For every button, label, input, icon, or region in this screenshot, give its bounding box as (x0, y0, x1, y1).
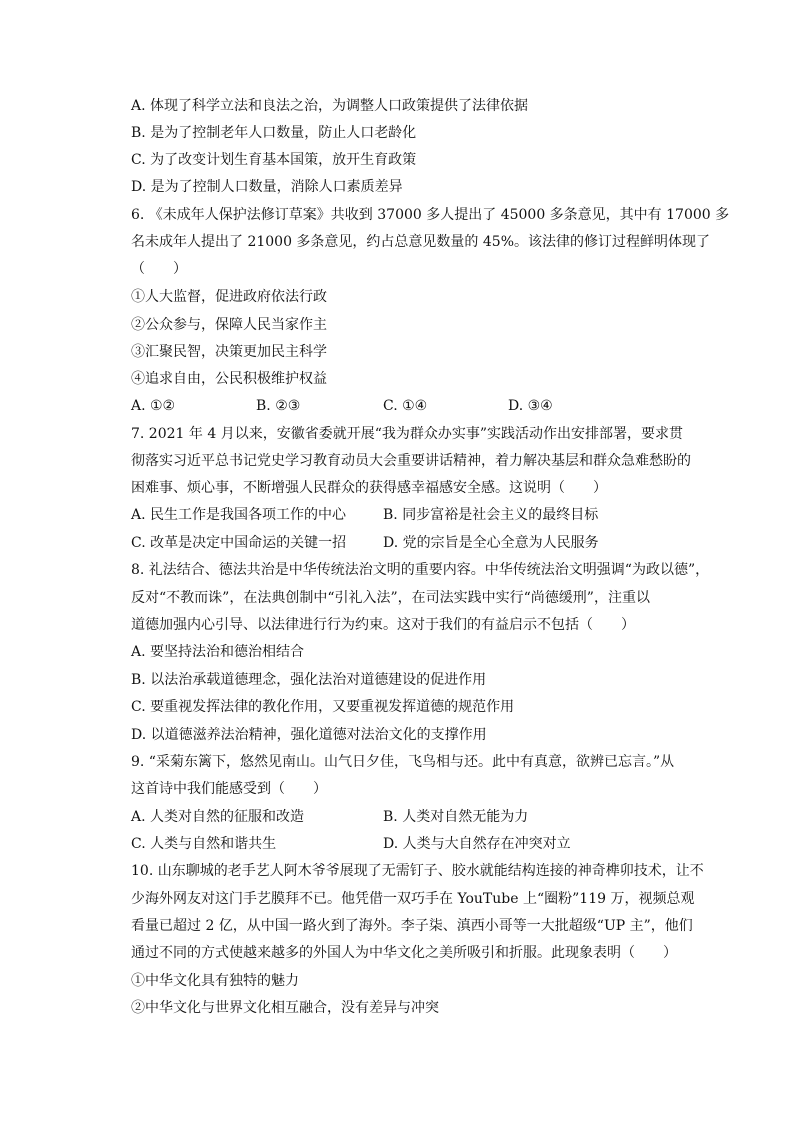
q8-option-c: C. 要重视发挥法律的教化作用，又要重视发挥道德的规范作用 (131, 699, 515, 715)
q8-option-a: A. 要坚持法治和德治相结合 (131, 644, 305, 660)
q7-options-row-1 (131, 506, 691, 524)
q8-stem-line: 8. 礼法结合、德法共治是中华传统法治文明的重要内容。中华传统法治文明强调“为政以德”， (131, 562, 710, 578)
q7-stem-line: 彻落实习近平总书记党史学习教育动员大会重要讲话精神，着力解决基层和群众急难愁盼的 (131, 453, 691, 469)
q10-stem-line: 看量已超过 2 亿，从中国一路火到了海外。李子柒、滇西小哥等一大批超级“UP 主”，他们 (131, 918, 693, 934)
q6-option-c: C. ①④ (383, 398, 428, 414)
q9-options-row-1 (131, 808, 691, 826)
q9-stem-line: 这首诗中我们能感受到（ ） (131, 781, 327, 797)
q7-stem-line: 7. 2021 年 4 月以来，安徽省委就开展“我为群众办实事”实践活动作出安排部署，要求贯 (131, 426, 684, 442)
q6-stem-line: （ ） (131, 261, 187, 277)
q9-option-a: A. 人类对自然的征服和改造 (131, 809, 305, 825)
q6-item: ①人大监督，促进政府依法行政 (131, 289, 327, 305)
q10-stem-line: 10. 山东聊城的老手艺人阿木爷爷展现了无需钉子、胶水就能结构连接的神奇榫卯技术，让不 (131, 863, 704, 879)
q6-item: ②公众参与，保障人民当家作主 (131, 317, 327, 333)
q5-option-a: A. 体现了科学立法和良法之治，为调整人口政策提供了法律依据 (131, 98, 529, 114)
q6-item: ③汇聚民智，决策更加民主科学 (131, 344, 327, 360)
q8-stem-line: 反对“不教而诛”，在法典创制中“引礼入法”，在司法实践中实行“尚德缓刑”，注重以 (131, 590, 650, 606)
q10-stem-line: 通过不同的方式使越来越多的外国人为中华文化之美所吸引和折服。此现象表明（ ） (131, 945, 677, 961)
q6-option-b: B. ②③ (256, 398, 301, 414)
q7-option-a: A. 民生工作是我国各项工作的中心 (131, 507, 347, 523)
q6-stem-line: 6. 《未成年人保护法修订草案》共收到 37000 多人提出了 45000 多条意见，其中有 17000 多 (131, 207, 730, 223)
q9-option-c: C. 人类与自然和谐共生 (131, 836, 277, 852)
q10-stem-line: 少海外网友对这门手艺膜拜不已。他凭借一双巧手在 YouTube 上“圈粉”119 万，视频总观 (131, 891, 695, 907)
q6-item: ④追求自由，公民积极维护权益 (131, 371, 327, 387)
q7-stem-line: 困难事、烦心事，不断增强人民群众的获得感幸福感安全感。这说明（ ） (131, 480, 607, 496)
q9-option-b: B. 人类对自然无能为力 (383, 809, 529, 825)
q9-option-d: D. 人类与大自然存在冲突对立 (383, 836, 571, 852)
q6-stem-line: 名未成年人提出了 21000 多条意见，约占总意见数量的 45%。该法律的修订过程鲜明体现了 (131, 234, 711, 250)
q8-option-d: D. 以道德滋养法治精神，强化道德对法治文化的支撑作用 (131, 727, 487, 743)
q8-stem-line: 道德加强内心引导、以法律进行行为约束。这对于我们的有益启示不包括（ ） (131, 617, 635, 633)
q7-option-d: D. 党的宗旨是全心全意为人民服务 (383, 535, 599, 551)
q9-stem-line: 9. “采菊东篱下，悠然见南山。山气日夕佳，飞鸟相与还。此中有真意，欲辨已忘言。”从 (131, 754, 675, 770)
q7-option-c: C. 改革是决定中国命运的关键一招 (131, 535, 347, 551)
q5-option-d: D. 是为了控制人口数量，消除人口素质差异 (131, 179, 403, 195)
q10-item: ①中华文化具有独特的魅力 (131, 973, 299, 989)
q5-option-c: C. 为了改变计划生育基本国策，放开生育政策 (131, 152, 417, 168)
q7-options-row-2 (131, 534, 691, 552)
q7-option-b: B. 同步富裕是社会主义的最终目标 (383, 507, 599, 523)
q8-option-b: B. 以法治承载道德理念，强化法治对道德建设的促进作用 (131, 672, 487, 688)
q5-option-b: B. 是为了控制老年人口数量，防止人口老龄化 (131, 125, 417, 141)
q6-options (131, 397, 691, 415)
q9-options-row-2 (131, 835, 691, 853)
q6-option-a: A. ①② (131, 398, 176, 414)
q10-item: ②中华文化与世界文化相互融合，没有差异与冲突 (131, 1000, 439, 1016)
q6-option-d: D. ③④ (508, 398, 553, 414)
